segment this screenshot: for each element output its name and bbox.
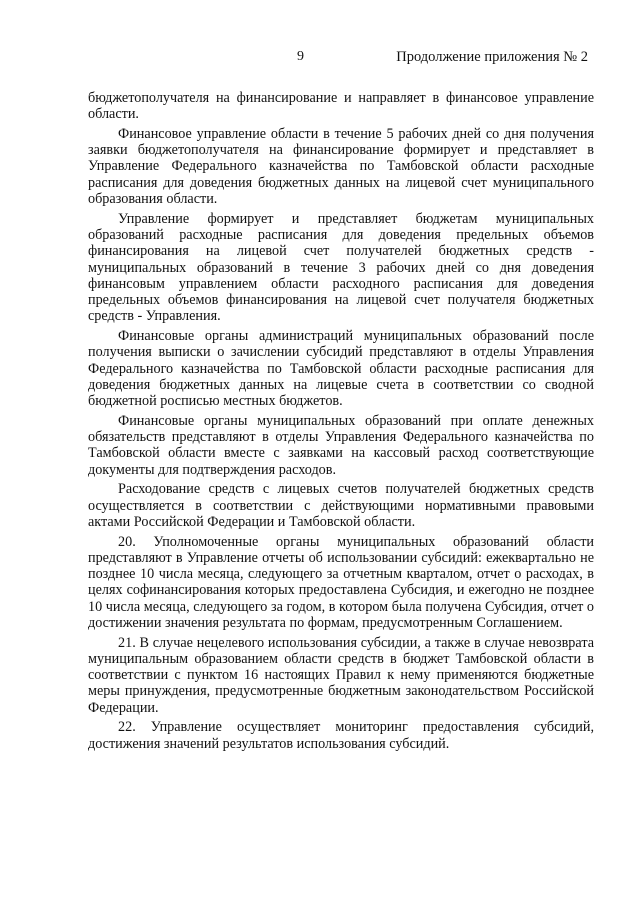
paragraph-municipal-administrations: Финансовые органы администраций муниципальных образований после получения выписки о зачислении субсидий представляют в отделы Управления Федерального казначейства по Тамбовской области расходные расписания для доведения бюджетных данных на лицевые счета в соответствии со сводной бюджетной росписью местных бюджетов. xyxy=(88,328,594,410)
page-number: 9 xyxy=(297,49,304,64)
paragraph-directorate-schedules: Управление формирует и представляет бюджетам муниципальных образований расходные расписания для доведения предельных объемов финансирования на лицевой счет получателей бюджетных средств - муниципальных образований в течение 3 рабочих дней со дня доведения финансовым управлением области расходного расписания для доведения предельных объемов финансирования на лицевой счет получателя бюджетных средств - Управления. xyxy=(88,210,594,325)
paragraph-item-21: 21. В случае нецелевого использования субсидии, а также в случае невозврата муниципальным образованием области средств в бюджет Тамбовской области в соответствии с пунктом 16 настоящих Правил к нему применяются бюджетные меры принуждения, предусмотренные бюджетным законодательством Российской Федерации. xyxy=(88,634,594,716)
paragraph-spending: Расходование средств с лицевых счетов получателей бюджетных средств осуществляется в соответствии с действующими нормативными правовыми актами Российской Федерации и Тамбовской области. xyxy=(88,481,594,530)
paragraph-payment-obligations: Финансовые органы муниципальных образований при оплате денежных обязательств представляют в отделы Управления Федерального казначейства по Тамбовской области вместе с заявками на кассовый расход соответствующие документы для подтверждения расходов. xyxy=(88,412,594,478)
paragraph-financial-department: Финансовое управление области в течение 5 рабочих дней со дня получения заявки бюджетополучателя на финансирование формирует и представляет в Управление Федерального казначейства по Тамбовской области расходные расписания для доведения бюджетных данных на лицевой счет муниципального образования области. xyxy=(88,125,594,208)
paragraph-item-20: 20. Уполномоченные органы муниципальных образований области представляют в Управление отчеты об использовании субсидий: ежеквартально не позднее 10 числа месяца, следующего за отчетным кварталом, отчет о расходах, в целях софинансирования которых предоставлена Субсидия, и ежегодно не позднее 10 числа месяца, следующего за годом, в котором была получена Субсидия, отчет о достижении значения результата по формам, предусмотренным Соглашением. xyxy=(88,533,594,631)
document-body xyxy=(88,90,594,755)
paragraph-continued: бюджетополучателя на финансирование и направляет в финансовое управление области. xyxy=(88,90,594,123)
paragraph-item-22: 22. Управление осуществляет мониторинг предоставления субсидий, достижения значений результатов использования субсидий. xyxy=(88,719,594,752)
appendix-continuation-note: Продолжение приложения № 2 xyxy=(396,49,588,65)
